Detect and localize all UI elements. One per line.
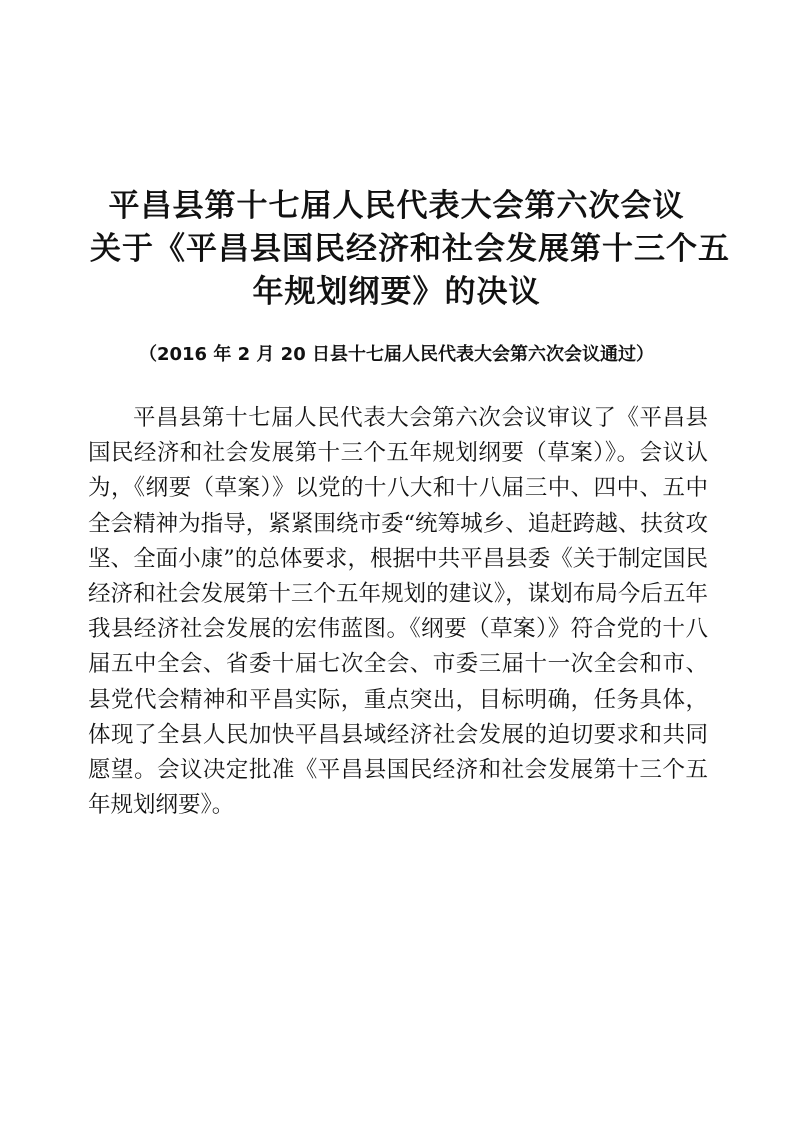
adoption-note: （2016 年 2 月 20 日县十七届人民代表大会第六次会议通过） (138, 344, 654, 365)
resolution-body: 平昌县第十七届人民代表大会第六次会议审议了《平昌县国民经济和社会发展第十三个五年规划纲要（草案）》。会议认为，《纲要（草案）》以党的十八大和十八届三中、四中、五中全会精神为指导，紧紧围绕市委“统筹城乡、追赶跨越、扶贫攻坚、全面小康”的总体要求，根据中共平昌县委《关于制定国民经济和社会发展第十三个五年规划的建议》，谋划布局今后五年我县经济社会发展的宏伟蓝图。《纲要（草案）》符合党的十八届五中全会、省委十届七次全会、市委三届十一次全会和市、县党代会精神和平昌实际，重点突出，目标明确，任务具体，体现了全县人民加快平昌县域经济社会发展的迫切要求和共同愿望。会议决定批准《平昌县国民经济和社会发展第十三个五年规划纲要》。 (88, 405, 708, 819)
title-line-3: 年规划纲要》的决议 (252, 274, 541, 310)
document-title (90, 185, 730, 314)
title-line-2: 关于《平昌县国民经济和社会发展第十三个五 (90, 231, 730, 267)
title-line-1: 平昌县第十七届人民代表大会第六次会议 (108, 188, 685, 224)
